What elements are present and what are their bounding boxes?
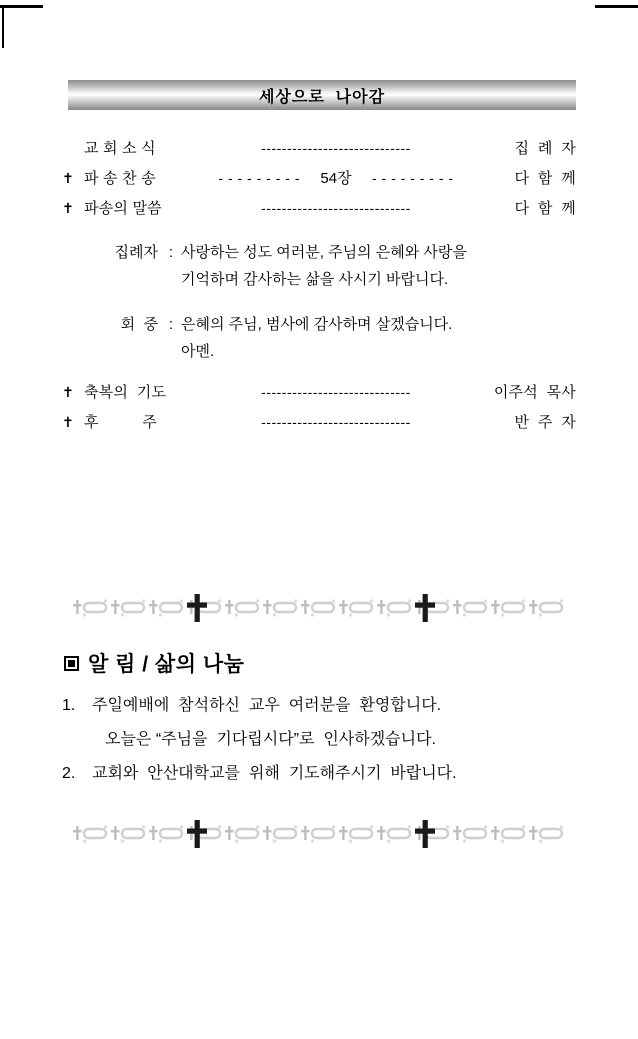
ornamental-divider-top <box>70 592 570 626</box>
dialogue-line <box>62 268 576 295</box>
announcements-heading <box>64 648 244 678</box>
filled-square-in-square-icon <box>64 656 79 671</box>
order-item-leader-dashes: ----------------------------- <box>261 414 411 430</box>
dialogue-speaker: 회 중 <box>120 316 158 333</box>
order-item-leader-dashes: ----------------------------- <box>261 140 411 156</box>
order-item-role: 집 례 자 <box>514 140 576 157</box>
cross-icon: ✝ <box>62 384 74 400</box>
announcement-number: 1. <box>62 697 76 714</box>
dialogue-text: 은혜의 주님, 범사에 감사하며 살겠습니다. <box>181 316 453 333</box>
announcement-line <box>62 760 576 794</box>
dialogue-text: 사랑하는 성도 여러분, 주님의 은혜와 사랑을 <box>181 244 467 261</box>
cross-icon: ✝ <box>62 170 74 186</box>
announcement-text: 교회와 안산대학교를 위해 기도해주시기 바랍니다. <box>92 765 457 782</box>
announcement-number: 2. <box>62 765 76 782</box>
crop-mark-top-left <box>0 5 43 8</box>
divider-pattern-svg <box>70 818 570 852</box>
dialogue-text: 아멘. <box>181 343 215 360</box>
order-row <box>62 167 576 197</box>
dialogue-text: 기억하며 감사하는 삶을 사시기 바랍니다. <box>181 271 449 288</box>
dialogue-speaker: 집례자 <box>114 244 158 261</box>
announcements-heading-text: 알 림 / 삶의 나눔 <box>88 653 245 676</box>
order-item-label: 후 주 <box>84 414 158 431</box>
order-item-leader-dashes: ----------------------------- <box>261 384 411 400</box>
dialogue-line <box>62 241 576 268</box>
cross-icon: ✝ <box>62 200 74 216</box>
dialogue-colon: : <box>168 316 174 333</box>
order-item-label: 파 송 찬 송 <box>84 170 156 187</box>
dialogue-line <box>62 313 576 340</box>
list-item <box>62 692 576 760</box>
section-title-banner <box>68 80 576 110</box>
order-of-service-list-closing <box>62 381 576 441</box>
list-item <box>62 760 576 794</box>
announcement-line <box>62 692 576 726</box>
order-row <box>62 381 576 411</box>
order-item-role: 다 함 께 <box>514 200 576 217</box>
announcements-list <box>62 692 576 794</box>
cross-icon: ✝ <box>62 414 74 430</box>
order-of-service-list <box>62 137 576 227</box>
order-item-leader-dashes: ----------------------------- <box>261 200 411 216</box>
crop-mark-top-right <box>595 5 638 8</box>
order-item-label: 축복의 기도 <box>84 384 167 401</box>
dialogue-line <box>62 340 576 367</box>
order-item-label: 파송의 말씀 <box>84 200 162 217</box>
order-item-leader-dashes: - - - - - - - - - <box>218 170 300 186</box>
order-item-role: 반 주 자 <box>514 414 576 431</box>
responsive-reading-leader <box>62 241 576 295</box>
hymn-number: 54장 <box>320 170 352 187</box>
dialogue-colon: : <box>168 244 174 261</box>
divider-pattern-svg <box>70 592 570 626</box>
order-item-label: 교 회 소 식 <box>84 140 156 157</box>
crop-rule-left <box>2 5 4 48</box>
responsive-reading-congregation <box>62 313 576 367</box>
announcement-line <box>62 726 576 760</box>
order-row <box>62 411 576 441</box>
page-title: 세상으로 나아감 <box>258 88 386 106</box>
announcement-text: 주일예배에 참석하신 교우 여러분을 환영합니다. <box>92 697 442 714</box>
order-row <box>62 197 576 227</box>
announcement-text: 오늘은 “주님을 기다립시다”로 인사하겠습니다. <box>105 731 436 748</box>
order-item-role: 이주석 목사 <box>493 384 576 401</box>
ornamental-divider-bottom <box>70 818 570 852</box>
order-item-role: 다 함 께 <box>514 170 576 187</box>
bulletin-page <box>62 0 576 1039</box>
order-item-leader-dashes-2: - - - - - - - - - <box>372 170 454 186</box>
order-row <box>62 137 576 167</box>
